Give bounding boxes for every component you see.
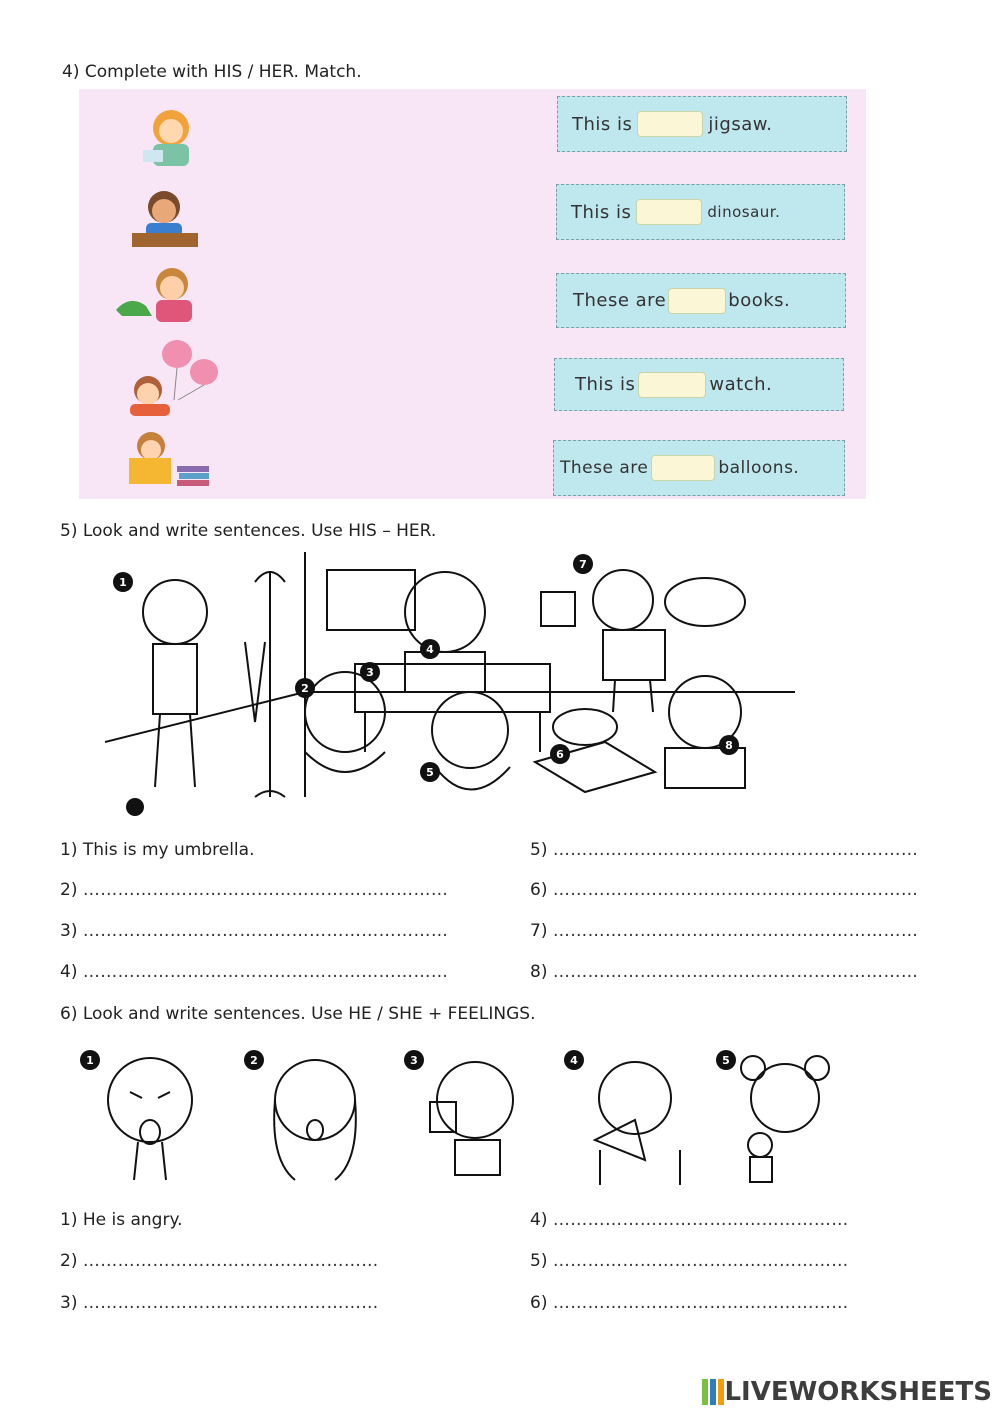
s6-line-1-text: He is angry. <box>82 1210 183 1230</box>
s6-line-4-answer[interactable]: …………………………………………… <box>552 1210 849 1230</box>
section6-heading: 6) Look and write sentences. Use HE / SHE + FEELINGS. <box>60 1004 536 1024</box>
s5-line-8[interactable] <box>530 962 918 982</box>
liveworksheets-logo-icon <box>702 1379 724 1405</box>
match-card-5 <box>553 440 845 496</box>
card-5-text-after: balloons. <box>718 458 800 478</box>
s6-line-2-answer[interactable]: …………………………………………… <box>82 1251 379 1271</box>
s5-line-6-num: 6) <box>530 880 548 900</box>
scene-badge-3: 3 <box>366 666 374 679</box>
face-badge-3: 3 <box>410 1054 418 1067</box>
scene-badge-8: 8 <box>725 739 733 752</box>
s5-line-6[interactable] <box>530 880 918 900</box>
boy-with-dinosaur-illustration <box>130 185 200 250</box>
s5-line-5-num: 5) <box>530 840 548 860</box>
match-card-2 <box>556 184 845 240</box>
liveworksheets-logo-text: LIVEWORKSHEETS <box>724 1377 992 1407</box>
s6-line-1 <box>60 1210 183 1230</box>
card-3-text-after: books. <box>728 290 791 311</box>
s5-line-6-answer[interactable]: ……………………………………………………… <box>552 880 919 900</box>
face-badge-4: 4 <box>570 1054 578 1067</box>
s6-line-5-num: 5) <box>530 1251 548 1271</box>
s5-line-8-num: 8) <box>530 962 548 982</box>
s5-line-4-answer[interactable]: ……………………………………………………… <box>82 962 449 982</box>
feelings-faces-illustration <box>70 1040 850 1190</box>
s5-line-4-num: 4) <box>60 962 78 982</box>
section4-heading: 4) Complete with HIS / HER. Match. <box>62 62 362 82</box>
s5-line-2-answer[interactable]: ……………………………………………………… <box>82 880 449 900</box>
s6-line-2-num: 2) <box>60 1251 78 1271</box>
s6-line-6-num: 6) <box>530 1293 548 1313</box>
card-2-answer-box[interactable] <box>636 199 702 225</box>
s5-line-3[interactable] <box>60 921 448 941</box>
section5-heading: 5) Look and write sentences. Use HIS – HER. <box>60 521 437 541</box>
s5-line-7-answer[interactable]: ……………………………………………………… <box>552 921 919 941</box>
s5-line-7[interactable] <box>530 921 918 941</box>
match-card-3 <box>556 273 846 328</box>
s5-line-2-num: 2) <box>60 880 78 900</box>
classroom-scene-illustration <box>105 552 805 827</box>
s5-line-1-text: This is my umbrella. <box>82 840 255 860</box>
girl-reading-books-illustration <box>125 430 215 490</box>
scene-badge-4: 4 <box>426 643 434 656</box>
s5-line-5-answer[interactable]: ……………………………………………………… <box>552 840 919 860</box>
face-badge-5: 5 <box>722 1054 730 1067</box>
s6-line-6[interactable] <box>530 1293 849 1313</box>
face-badge-1: 1 <box>86 1054 94 1067</box>
scene-badge-7: 7 <box>579 558 587 571</box>
s6-line-1-num: 1) <box>60 1210 78 1230</box>
s5-line-2[interactable] <box>60 880 448 900</box>
s5-line-1-num: 1) <box>60 840 78 860</box>
s6-line-5-answer[interactable]: …………………………………………… <box>552 1251 849 1271</box>
s6-line-2[interactable] <box>60 1251 379 1271</box>
s5-line-3-num: 3) <box>60 921 78 941</box>
scene-badge-1: 1 <box>119 576 127 589</box>
card-4-answer-box[interactable] <box>638 372 706 398</box>
card-4-text-before: This is <box>575 374 636 395</box>
card-1-text-before: This is <box>572 113 633 135</box>
s5-line-5[interactable] <box>530 840 918 860</box>
scene-badge-5: 5 <box>426 766 434 779</box>
s6-line-6-answer[interactable]: …………………………………………… <box>552 1293 849 1313</box>
match-card-4 <box>554 358 844 411</box>
card-1-text-after: jigsaw. <box>708 113 773 135</box>
s5-line-8-answer[interactable]: ……………………………………………………… <box>552 962 919 982</box>
girl-with-jigsaw-illustration <box>135 100 205 170</box>
card-4-text-after: watch. <box>709 374 773 395</box>
card-3-answer-box[interactable] <box>668 288 726 314</box>
liveworksheets-logo <box>702 1377 992 1407</box>
s6-line-3-num: 3) <box>60 1293 78 1313</box>
s6-line-5[interactable] <box>530 1251 849 1271</box>
card-5-text-before: These are <box>560 458 649 478</box>
s6-line-4[interactable] <box>530 1210 849 1230</box>
girl-with-balloons-illustration <box>122 338 222 418</box>
s6-line-3[interactable] <box>60 1293 379 1313</box>
card-2-text-after: dinosaur. <box>707 203 781 221</box>
card-1-answer-box[interactable] <box>637 111 703 137</box>
s5-line-3-answer[interactable]: ……………………………………………………… <box>82 921 449 941</box>
s6-line-3-answer[interactable]: …………………………………………… <box>82 1293 379 1313</box>
card-5-answer-box[interactable] <box>651 455 715 481</box>
card-3-text-before: These are <box>573 290 667 311</box>
s5-line-7-num: 7) <box>530 921 548 941</box>
s5-line-1 <box>60 840 254 860</box>
s5-line-4[interactable] <box>60 962 448 982</box>
s6-line-4-num: 4) <box>530 1210 548 1230</box>
scene-badge-6: 6 <box>556 748 564 761</box>
match-card-1 <box>557 96 847 152</box>
scene-badge-2: 2 <box>301 682 309 695</box>
face-badge-2: 2 <box>250 1054 258 1067</box>
girl-with-toy-illustration <box>112 262 207 324</box>
card-2-text-before: This is <box>571 201 632 223</box>
